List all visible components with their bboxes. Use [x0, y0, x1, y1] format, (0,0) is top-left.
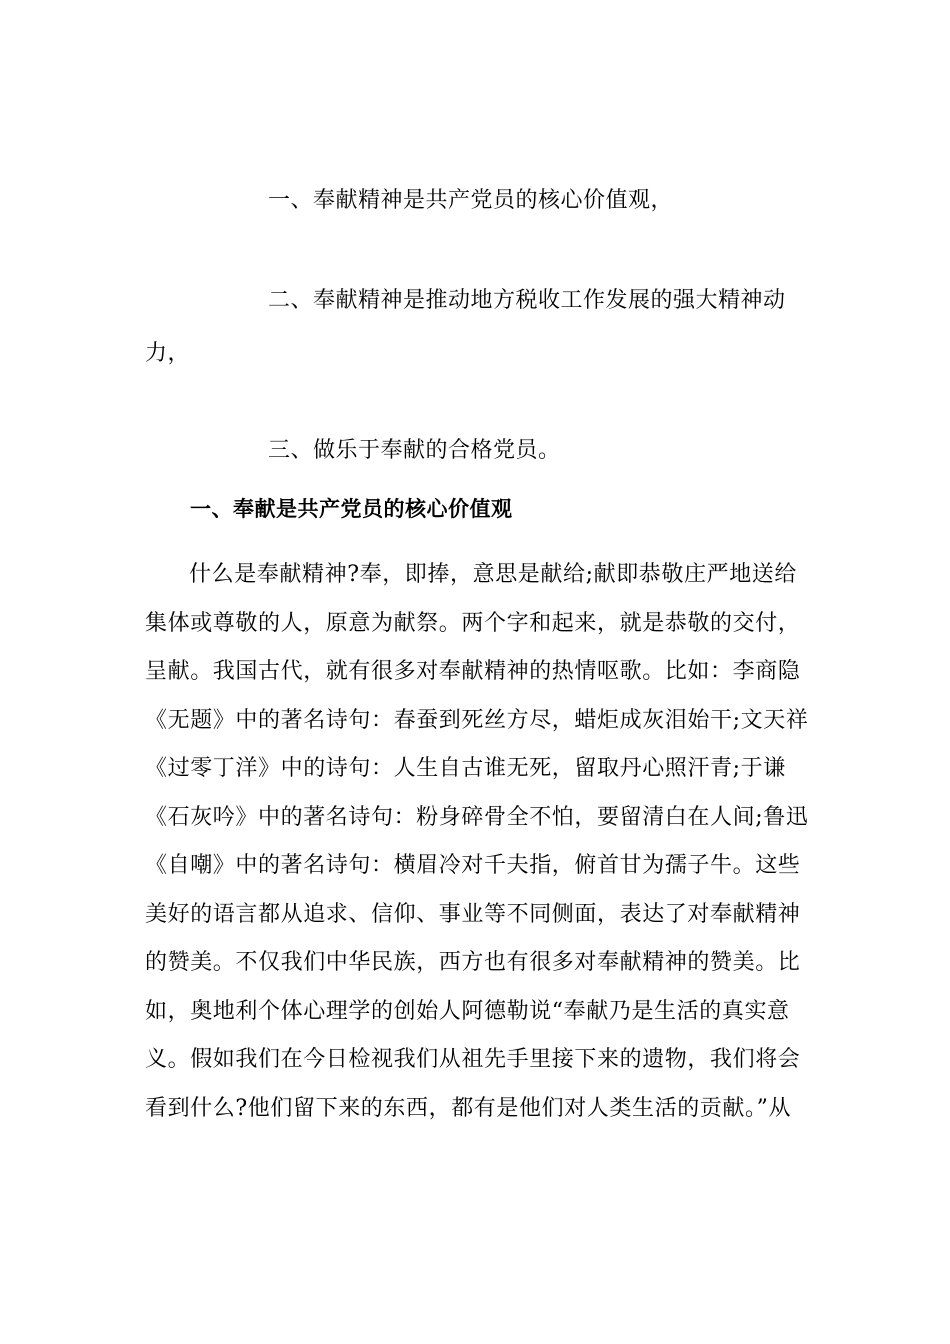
- outline-item-2-line-1: 二、奉献精神是推动地方税收工作发展的强大精神动: [268, 288, 786, 313]
- paragraph-line: 呈献。我国古代，就有很多对奉献精神的热情呕歌。比如：李商隐: [145, 659, 801, 684]
- section-heading: 一、奉献是共产党员的核心价值观: [190, 497, 513, 521]
- paragraph-line: 义。假如我们在今日检视我们从祖先手里接下来的遗物，我们将会: [145, 1047, 801, 1072]
- paragraph-line: 《无题》中的著名诗句：春蚕到死丝方尽，蜡炬成灰泪始干;文天祥: [145, 707, 809, 733]
- paragraph-line: 《自嘲》中的著名诗句：横眉冷对千夫指，俯首甘为孺子牛。这些: [145, 853, 801, 878]
- paragraph-line: 的赞美。不仅我们中华民族，西方也有很多对奉献精神的赞美。比: [145, 950, 801, 975]
- body-paragraph: [145, 551, 809, 1133]
- paragraph-line: 《石灰吟》中的著名诗句：粉身碎骨全不怕，要留清白在人间;鲁迅: [145, 804, 809, 830]
- paragraph-line: 如，奥地利个体心理学的创始人阿德勒说“奉献乃是生活的真实意: [145, 998, 790, 1024]
- outline-item-3: 三、做乐于奉献的合格党员。: [268, 438, 561, 463]
- paragraph-line: 什么是奉献精神?奉，即捧，意思是献给;献即恭敬庄严地送给: [189, 562, 798, 587]
- outline-item-2-line-2: 力，: [145, 341, 191, 366]
- paragraph-line: 看到什么?他们留下来的东西，都有是他们对人类生活的贡献。”从: [145, 1095, 792, 1121]
- paragraph-line: 《过零丁洋》中的诗句：人生自古谁无死，留取丹心照汗青;于谦: [145, 756, 786, 781]
- outline-item-1: 一、奉献精神是共产党员的核心价值观，: [268, 188, 674, 213]
- paragraph-line: 美好的语言都从追求、信仰、事业等不同侧面，表达了对奉献精神: [145, 901, 801, 927]
- paragraph-line: 集体或尊敬的人，原意为献祭。两个字和起来，就是恭敬的交付，: [145, 610, 801, 636]
